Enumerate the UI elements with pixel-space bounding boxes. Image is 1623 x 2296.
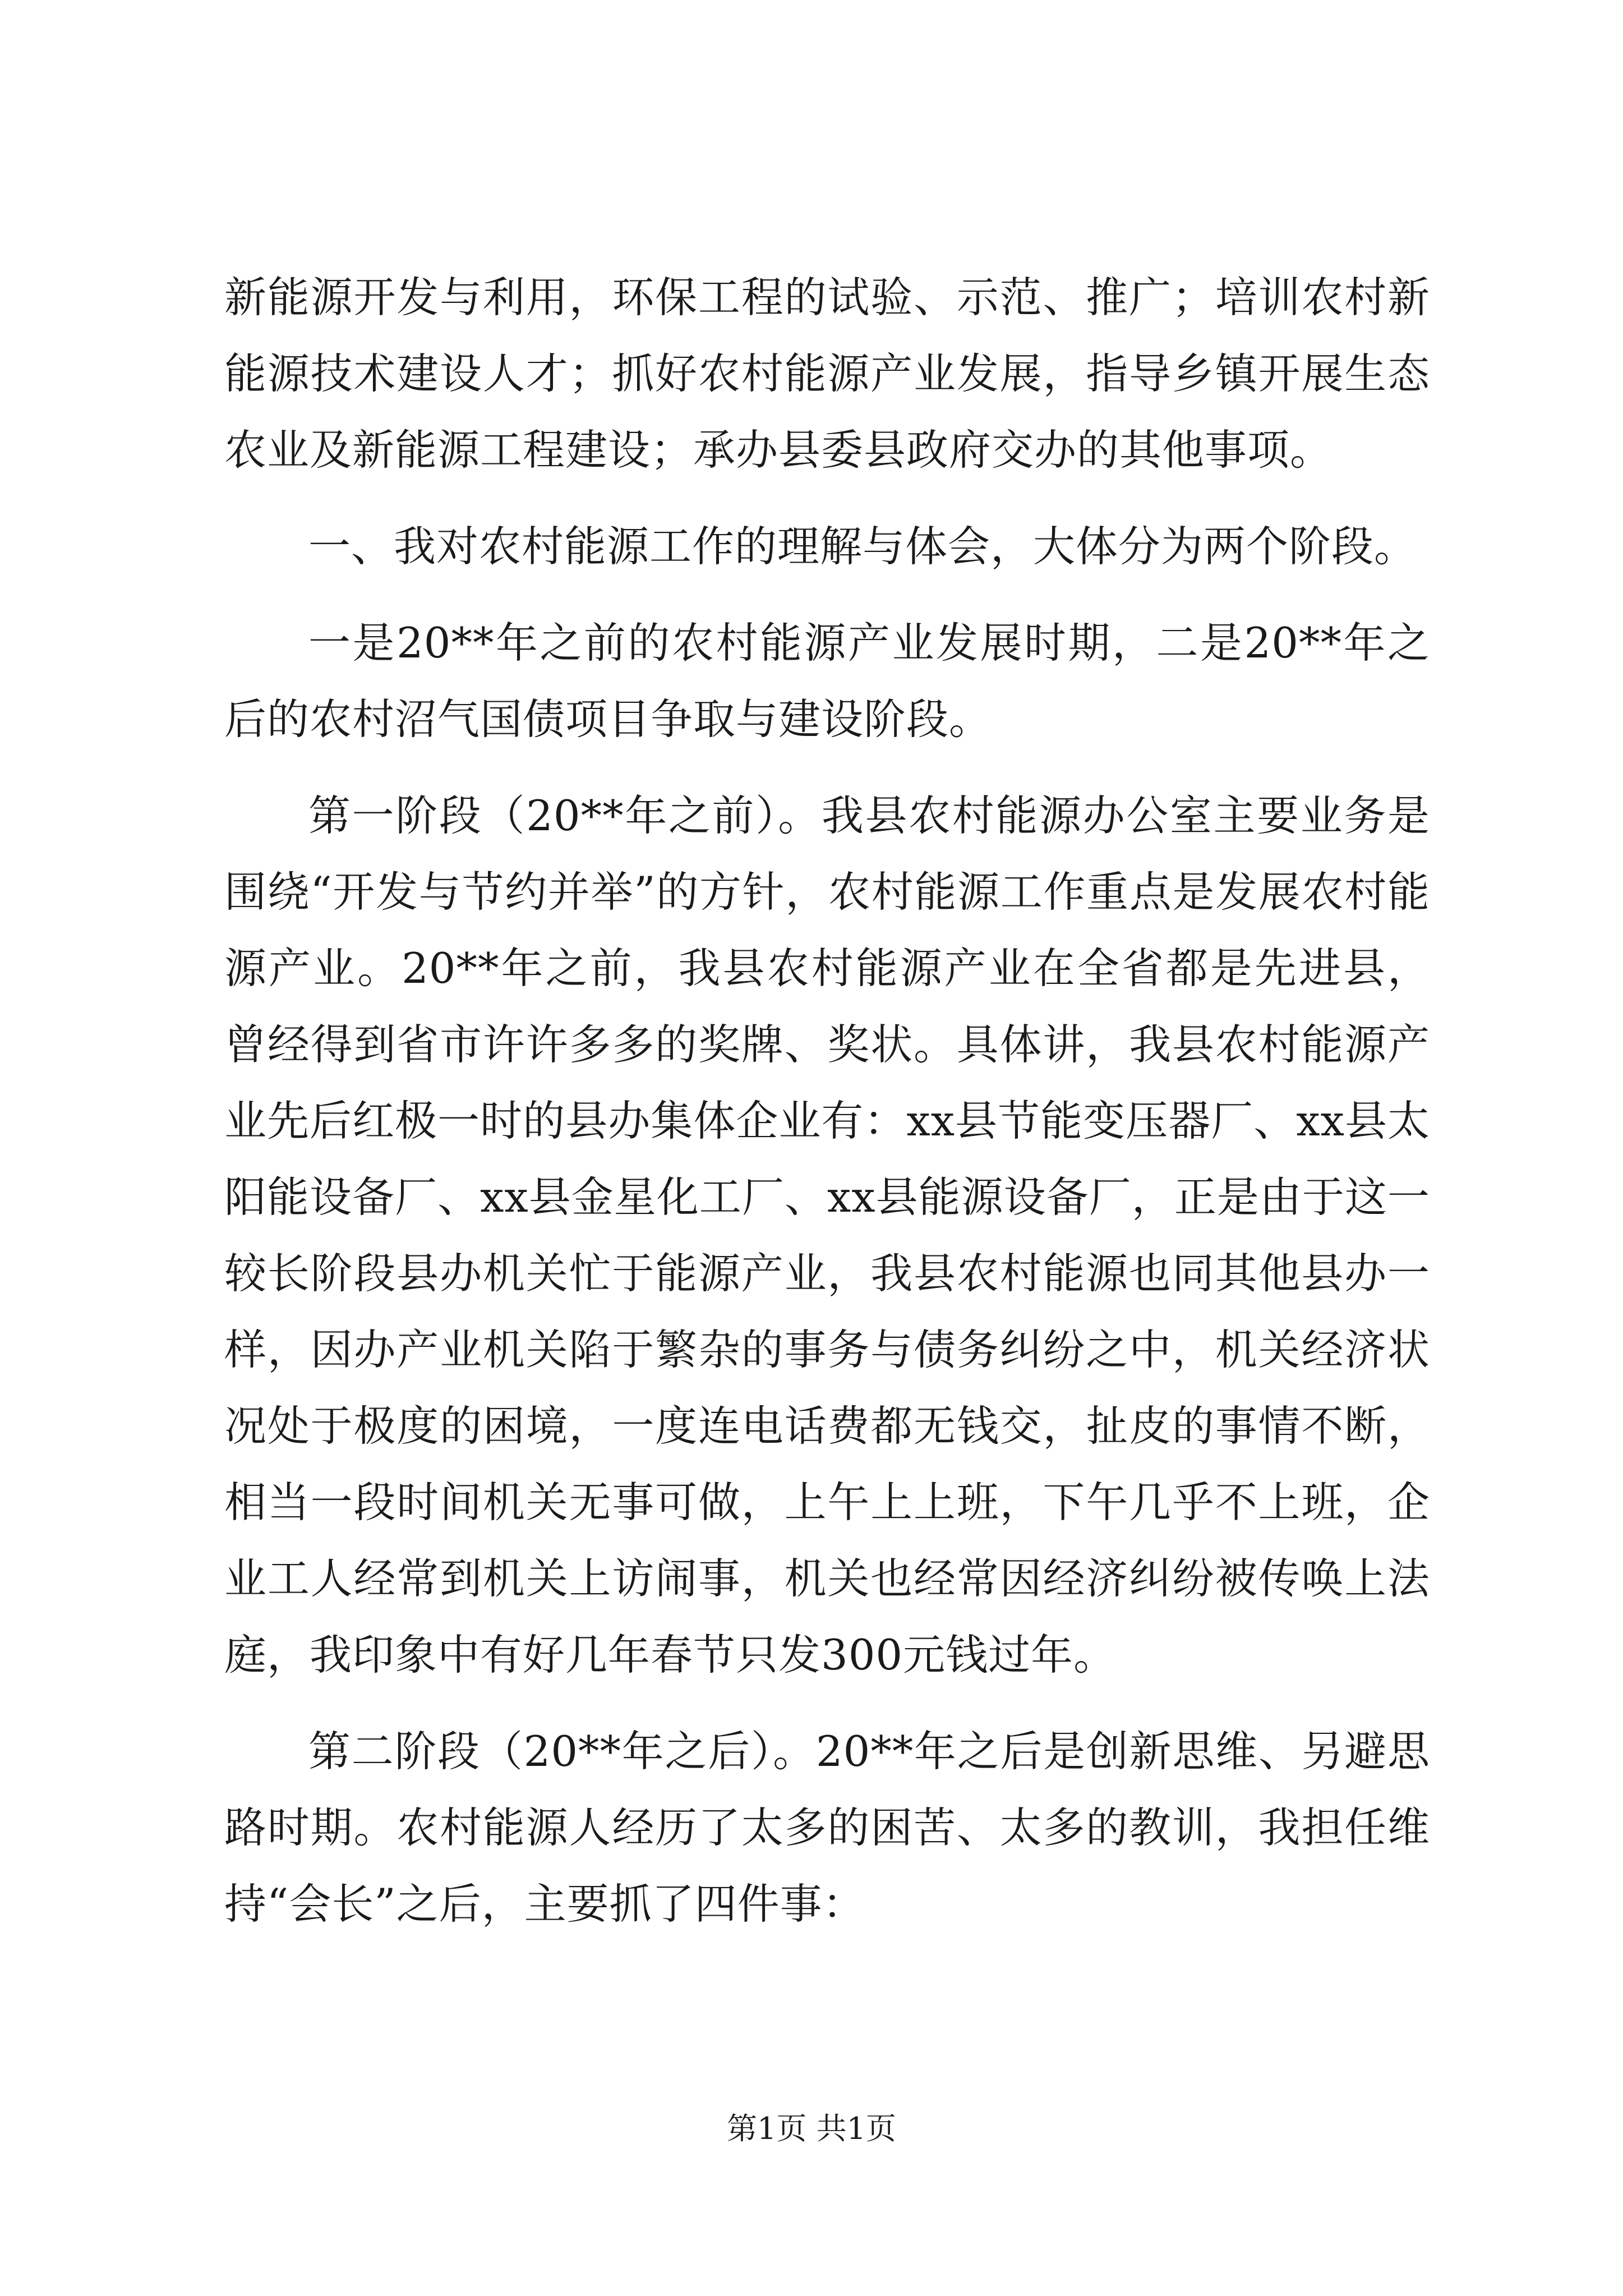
- page-number-label: 第1页 共1页: [727, 2111, 896, 2146]
- page-footer: [0, 2109, 1623, 2148]
- document-body: [224, 259, 1430, 1942]
- paragraph-section-heading: 一、我对农村能源工作的理解与体会，大体分为两个阶段。: [308, 522, 1417, 571]
- paragraph-phase-one: 第一阶段（20**年之前）。我县农村能源办公室主要业务是围绕“开发与节约并举”的方针，农村能源工作重点是发展农村能源产业。20**年之前，我县农村能源产业在全省都是先进县，曾经得到省市许许多多的奖牌、奖状。具体讲，我县农村能源产业先后红极一时的县办集体企业有：xx县节能变压器厂、xx县太阳能设备厂、xx县金星化工厂、xx县能源设备厂，正是由于这一较长阶段县办机关忙于能源产业，我县农村能源也同其他县办一样，因办产业机关陷于繁杂的事务与债务纠纷之中，机关经济状况处于极度的困境，一度连电话费都无钱交，扯皮的事情不断，相当一段时间机关无事可做，上午上上班，下午几乎不上班，企业工人经常到机关上访闹事，机关也经常因经济纠纷被传唤上法庭，我印象中有好几年春节只发300元钱过年。: [224, 791, 1430, 1680]
- paragraph-two-phases: 一是20**年之前的农村能源产业发展时期，二是20**年之后的农村沼气国债项目争取与建设阶段。: [224, 618, 1430, 744]
- paragraph-continuation: 新能源开发与利用，环保工程的试验、示范、推广；培训农村新能源技术建设人才；抓好农村能源产业发展，指导乡镇开展生态农业及新能源工程建设；承办县委县政府交办的其他事项。: [224, 273, 1430, 475]
- paragraph-phase-two: 第二阶段（20**年之后）。20**年之后是创新思维、另避思路时期。农村能源人经历了太多的困苦、太多的教训，我担任维持“会长”之后，主要抓了四件事：: [224, 1727, 1430, 1929]
